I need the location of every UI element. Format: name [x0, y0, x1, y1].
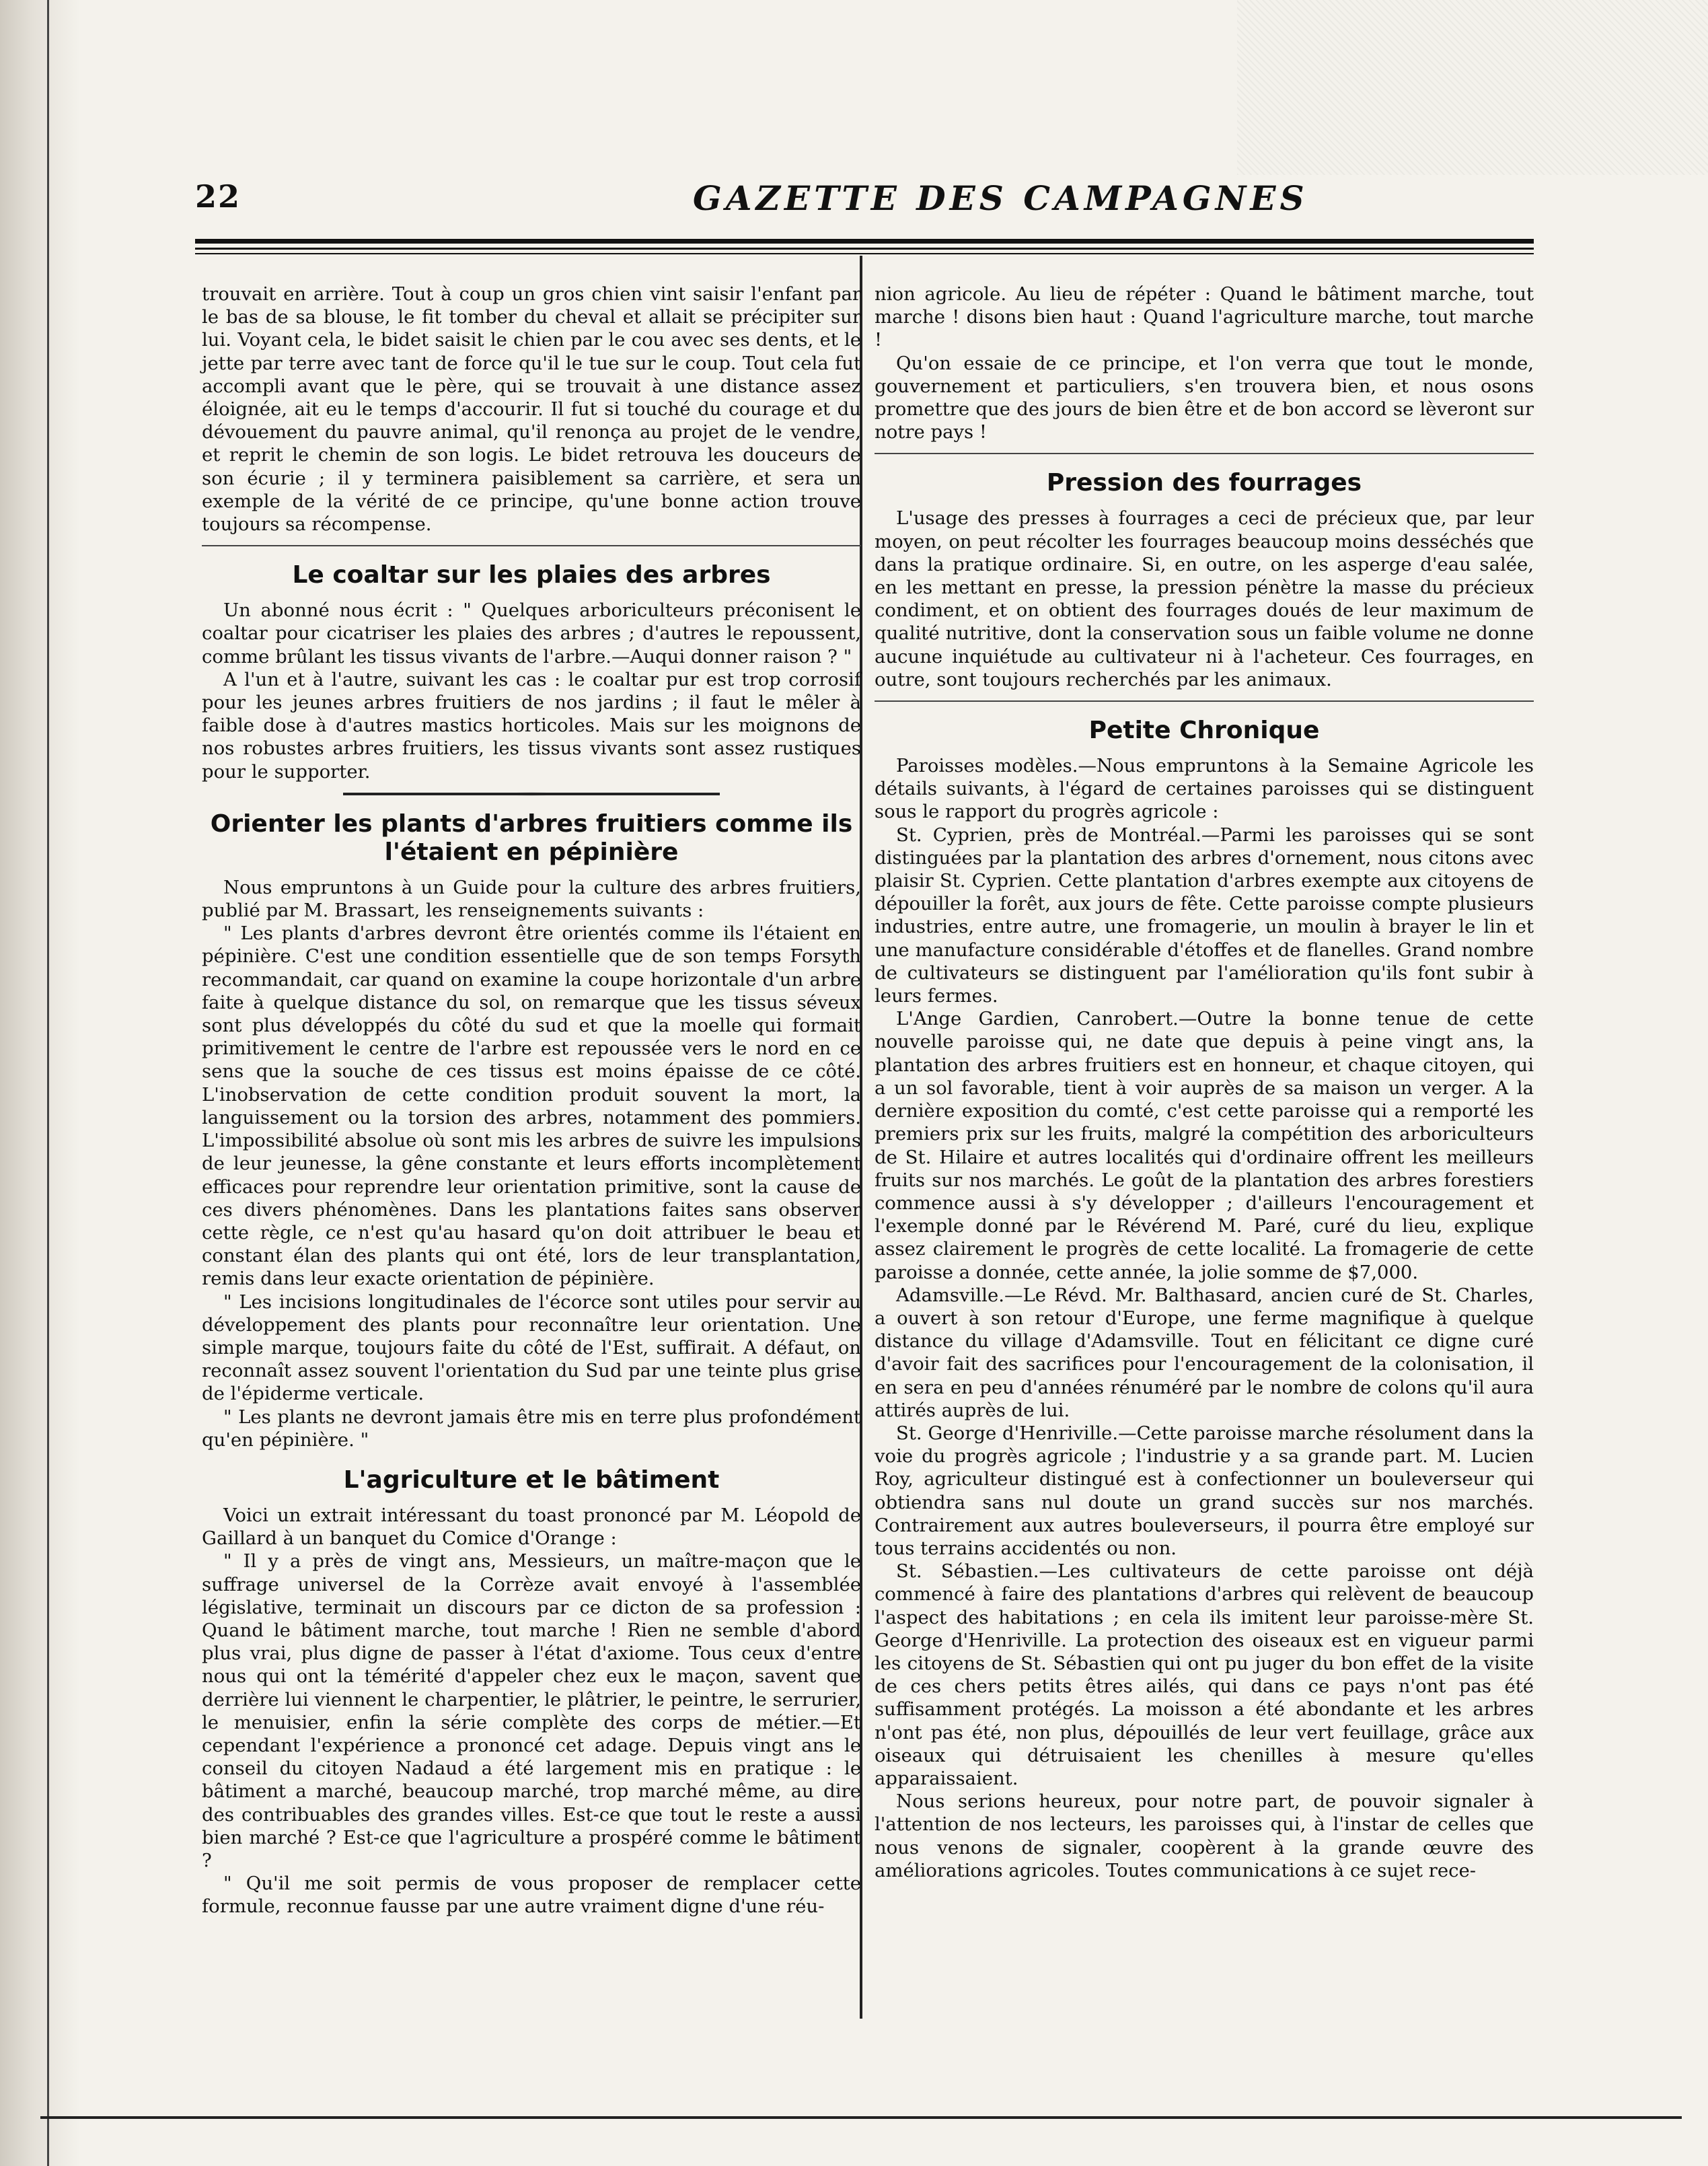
right-column	[875, 283, 1534, 1882]
paragraph: trouvait en arrière. Tout à coup un gros chien vint saisir l'enfant par le bas de sa blouse, le fit tomber du cheval et allait se précipiter sur lui. Voyant cela, le bidet saisit le chien par le cou avec ses dents, et le jette par terre avec tant de force qu'il le tue sur le coup. Tout cela fut accompli avant que le père, qui se trouvait à une distance assez éloignée, ait eu le temps d'accourir. Il fut si touché du courage et du dévouement du pauvre animal, qu'il renonça au projet de le vendre, et reprit le chemin de son logis. Le bidet retrouva les douceurs de son écurie ; il y terminera paisiblement sa carrière, et sera un exemple de la vérité de ce principe, qu'une bonne action trouve toujours sa récompense.	[202, 283, 861, 536]
scan-noise	[1237, 0, 1708, 175]
paragraph: St. Cyprien, près de Montréal.—Parmi les paroisses qui se sont distinguées par la plantation des arbres d'ornement, nous citons avec plaisir St. Cyprien. Cette plantation d'arbres exempte aux citoyens de dépouiller la forêt, aux jours de fête. Cette paroisse compte plusieurs industries, entre autre, une fromagerie, un moulin à brayer le lin et une manufacture considérable d'étoffes et de flanelles. Grand nombre de cultivateurs se distinguent par l'amélioration qu'ils font subir à leurs fermes.	[875, 824, 1534, 1007]
header-rule-thick	[195, 239, 1534, 244]
section-divider	[202, 545, 861, 546]
paragraph: Voici un extrait intéressant du toast prononcé par M. Léopold de Gaillard à un banquet du Comice d'Orange :	[202, 1504, 861, 1550]
paragraph: Paroisses modèles.—Nous empruntons à la Semaine Agricole les détails suivants, à l'égard de certaines paroisses qui se distinguent sous le rapport du progrès agricole :	[875, 755, 1534, 823]
paragraph: A l'un et à l'autre, suivant les cas : le coaltar pur est trop corrosif pour les jeunes arbres fruitiers de nos jardins ; il faut le mêler à faible dose à d'autres mastics horticoles. Mais sur les moignons de nos robustes arbres fruitiers, les tissus vivants sont assez rustiques pour le supporter.	[202, 668, 861, 783]
section-heading: Orienter les plants d'arbres fruitiers comme ils l'étaient en pépinière	[210, 809, 853, 866]
header-rule-thin	[195, 253, 1534, 254]
header-rule-mid	[195, 248, 1534, 250]
paragraph: " Qu'il me soit permis de vous proposer de remplacer cette formule, reconnue fausse par une autre vraiment digne d'une réu-	[202, 1873, 861, 1918]
section-divider	[875, 700, 1534, 702]
section-heading: Pression des fourrages	[1046, 469, 1362, 497]
section-ornament	[343, 793, 720, 795]
paragraph: St. Sébastien.—Les cultivateurs de cette paroisse ont déjà commencé à faire des plantations d'arbres qui relèvent de beaucoup l'aspect des habitations ; en cela ils imitent leur paroisse-mère St. George d'Henriville. La protection des oiseaux est en vigueur parmi les citoyens de St. Sébastien qui ont pu juger du bon effet de la visite de ces chers petits êtres ailés, qui dans ce pays n'ont pas été suffisamment protégés. La moisson a été abondante et les arbres n'ont pas été, non plus, dépouillés de leur vert feuillage, grâce aux oiseaux qui détruisaient les chenilles à mesure qu'elles apparaissaient.	[875, 1560, 1534, 1789]
journal-title: GAZETTE DES CAMPAGNES	[693, 178, 1308, 218]
paragraph: St. George d'Henriville.—Cette paroisse marche résolument dans la voie du progrès agricole ; l'industrie y a sa grande part. M. Lucien Roy, agriculteur distingué est à confectionner un bouleverseur qui obtiendra sans nul doute un grand succès sur nos marchés. Contrairement aux autres bouleverseurs, il pourra être employé sur tous terrains accidentés ou non.	[875, 1422, 1534, 1559]
paragraph: " Il y a près de vingt ans, Messieurs, un maître-maçon que le suffrage universel de la Corrèze avait envoyé à l'assemblée législative, terminait un discours par ce dicton de sa profession : Quand le bâtiment marche, tout marche ! Rien ne semble d'abord plus vrai, plus digne de passer à l'état d'axiome. Tous ceux d'entre nous qui ont la témérité d'appeler chez eux le maçon, savent que derrière lui viennent le charpentier, le plâtrier, le peintre, le serrurier, le menuisier, enfin la série complète des corps de métier.—Et cependant l'expérience a prononcé cet adage. Depuis vingt ans le conseil du citoyen Nadaud a été largement mis en pratique : le bâtiment a marché, beaucoup marché, trop marché même, au dire des contribuables des grandes villes. Est-ce que tout le reste a aussi bien marché ? Est-ce que l'agriculture a prospéré comme le bâtiment ?	[202, 1550, 861, 1871]
paragraph: " Les plants ne devront jamais être mis en terre plus profondément qu'en pépinière. "	[202, 1406, 861, 1451]
paragraph: " Les plants d'arbres devront être orientés comme ils l'étaient en pépinière. C'est une condition essentielle que de son temps Forsyth recommandait, car quand on examine la coupe horizontale d'un arbre faite à quelque distance du sol, on remarque que les tissus séveux sont plus développés du côté du sud et que la moelle qui formait primitivement le centre de l'arbre est repoussée vers le nord en ce sens que la souche de ces tissus est moins épaisse de ce côté. L'inobservation de cette condition produit souvent la mort, la languissement ou la torsion des arbres, notamment des pommiers. L'impossibilité absolue où sont mis les arbres de suivre les impulsions de leur jeunesse, la gêne constante et leurs efforts incomplètement efficaces pour reprendre leur orientation primitive, sont la cause de ces divers phénomènes. Dans les plantations faites sans observer cette règle, ce n'est qu'au hasard qu'on doit attribuer le beau et constant élan des plants qui ont été, lors de leur transplantation, remis dans leur exacte orientation de pépinière.	[202, 923, 861, 1290]
paragraph: L'usage des presses à fourrages a ceci de précieux que, par leur moyen, on peut récolter les fourrages beaucoup moins desséchés que dans la pratique ordinaire. Si, en outre, on les asperge d'eau salée, en les mettant en presse, la pression pénètre la masse du précieux condiment, et on obtient des fourrages doués de leur maximum de qualité nutritive, dont la conservation sous un faible volume ne donne aucune inquiétude au cultivateur ni à l'acheteur. Ces fourrages, en outre, sont toujours recherchés par les animaux.	[875, 507, 1534, 690]
paragraph: Adamsville.—Le Révd. Mr. Balthasard, ancien curé de St. Charles, a ouvert à son retour d'Europe, une ferme magnifique à quelque distance du village d'Adamsville. Tout en félicitant ce digne curé d'avoir fait des sacrifices pour l'encouragement de la colonisation, il en sera en peu d'années rénuméré par le nombre de colons qu'il aura attirés auprès de lui.	[875, 1284, 1534, 1421]
bottom-rule	[40, 2116, 1682, 2119]
paragraph: Un abonné nous écrit : " Quelques arboriculteurs préconisent le coaltar pour cicatriser les plaies des arbres ; d'autres le repoussent, comme brûlant les tissus vivants de l'arbre.—Auqui donner raison ? "	[202, 600, 861, 667]
paragraph: Qu'on essaie de ce principe, et l'on verra que tout le monde, gouvernement et particuliers, s'en trouvera bien, et nous osons promettre que des jours de bien être et de bon accord se lèveront sur notre pays !	[875, 352, 1534, 443]
scan-edge-shadow	[0, 0, 81, 2166]
scan-edge-line	[47, 0, 49, 2166]
section-heading: L'agriculture et le bâtiment	[343, 1466, 720, 1494]
left-column	[202, 283, 861, 1918]
paragraph: Nous serions heureux, pour notre part, de pouvoir signaler à l'attention de nos lecteurs, les paroisses qui, à l'instar de celles que nous venons de signaler, coopèrent à la grande œuvre des améliorations agricoles. Toutes communications à ce sujet rece-	[875, 1791, 1534, 1881]
paragraph: Nous empruntons à un Guide pour la culture des arbres fruitiers, publié par M. Brassart, les renseignements suivants :	[202, 876, 861, 922]
section-heading: Petite Chronique	[1088, 717, 1320, 745]
paragraph: nion agricole. Au lieu de répéter : Quand le bâtiment marche, tout marche ! disons bien haut : Quand l'agriculture marche, tout marche !	[875, 283, 1534, 351]
page-header	[195, 178, 1534, 225]
paragraph: " Les incisions longitudinales de l'écorce sont utiles pour servir au développement des plants pour reconnaître leur orientation. Une simple marque, toujours faite du côté de l'Est, suffirait. A défaut, on reconnaît assez souvent l'orientation du Sud par une teinte plus grise de l'épiderme verticale.	[202, 1291, 861, 1405]
section-heading: Le coaltar sur les plaies des arbres	[292, 561, 771, 589]
page-number: 22	[195, 178, 242, 215]
section-divider	[875, 453, 1534, 454]
paragraph: L'Ange Gardien, Canrobert.—Outre la bonne tenue de cette nouvelle paroisse qui, ne date que depuis à peine vingt ans, la plantation des arbres fruitiers est en honneur, et chaque citoyen, qui a un sol favorable, tient à voir auprès de sa maison un verger. A la dernière exposition du comté, c'est cette paroisse qui a remporté les premiers prix sur les fruits, malgré la compétition des arboriculteurs de St. Hilaire et autres localités qui d'ordinaire offrent les meilleurs fruits sur nos marchés. Le goût de la plantation des arbres forestiers commence aussi à s'y développer ; d'ailleurs l'encouragement et l'exemple donné par le Révérend M. Paré, curé du lieu, explique assez clairement le progrès de cette localité. La fromagerie de cette paroisse a donnée, cette année, la jolie somme de $7,000.	[875, 1008, 1534, 1283]
